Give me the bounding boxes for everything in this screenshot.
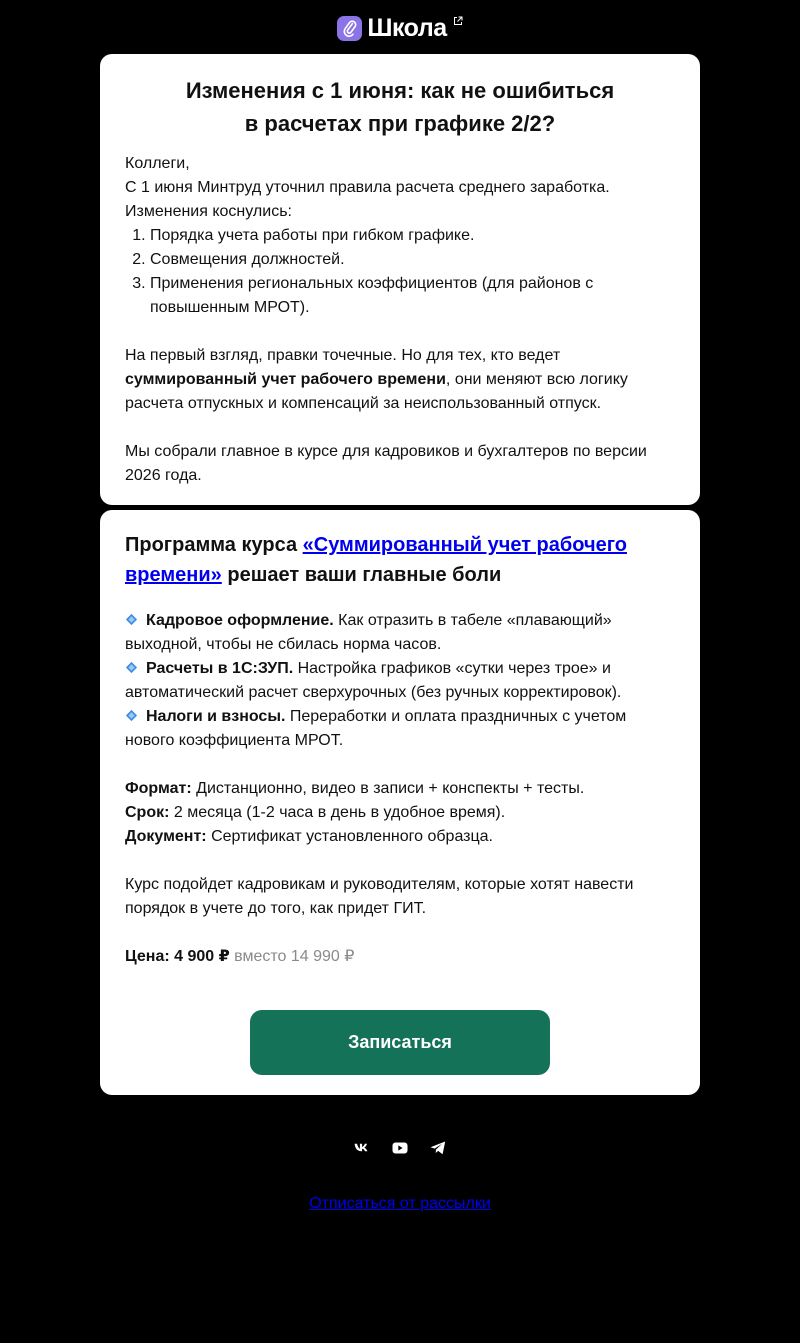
heading-suffix: решает ваши главные боли	[221, 564, 502, 586]
bullet-text: Как отразить в табеле «плавающий» выходной, чтобы не сбилась норма часов.	[125, 612, 612, 653]
external-link-icon	[453, 13, 463, 31]
intro-paragraph-1: С 1 июня Минтруд уточнил правила расчета среднего заработка.	[125, 179, 610, 196]
bullet-title: Расчеты в 1С:ЗУП.	[146, 660, 294, 677]
bullet-text: Настройка графиков «сутки через трое» и автоматический расчет сверхурочных (без ручных корректировок).	[125, 660, 622, 701]
enroll-button[interactable]: Записаться	[250, 1010, 550, 1075]
price-current: Цена: 4 900 ₽	[125, 948, 230, 965]
blue-diamond-icon	[125, 613, 138, 626]
bullet-text: Переработки и оплата праздничных с учетом нового коэффициента МРОТ.	[125, 708, 627, 749]
intro-card	[100, 54, 700, 505]
telegram-icon[interactable]	[428, 1138, 448, 1158]
heading-prefix: Программа курса	[125, 534, 303, 556]
term-value: 2 месяца (1-2 часа в день в удобное время).	[169, 804, 506, 821]
vk-icon[interactable]	[352, 1138, 372, 1158]
bullet-title: Кадровое оформление.	[146, 612, 334, 629]
logo-text: Школа	[367, 14, 447, 42]
title-line-2: в расчетах при графике 2/2?	[244, 111, 556, 136]
email-header	[0, 0, 800, 54]
intro-paragraph-3	[125, 344, 675, 416]
paperclip-logo-icon	[337, 16, 362, 41]
bullet-item	[125, 609, 675, 657]
document-value: Сертификат установленного образца.	[206, 828, 493, 845]
changes-list	[125, 224, 675, 320]
cta-wrapper	[100, 1010, 700, 1075]
blue-diamond-icon	[125, 661, 138, 674]
bullet-title: Налоги и взносы.	[146, 708, 286, 725]
changes-list-item: 2. Совмещения должностей.	[150, 248, 675, 272]
bullet-item	[125, 657, 675, 705]
p3-bold-text: суммированный учет рабочего времени	[125, 371, 446, 388]
format-value: Дистанционно, видео в записи + конспекты + тесты.	[191, 780, 585, 797]
document-label: Документ:	[125, 828, 207, 845]
course-link[interactable]: «Суммированный учет рабочего времени»	[125, 534, 627, 586]
social-links	[0, 1138, 800, 1158]
program-text	[125, 609, 675, 969]
intro-paragraph-4: Мы собрали главное в курсе для кадровиков и бухгалтеров по версии 2026 года.	[125, 443, 647, 484]
program-heading	[125, 530, 675, 590]
bullet-item	[125, 705, 675, 753]
changes-list-item: 3. Применения региональных коэффициентов (для районов с повышенным МРОТ).	[150, 272, 675, 320]
format-line	[125, 777, 675, 801]
document-line	[125, 825, 675, 849]
youtube-icon[interactable]	[390, 1138, 410, 1158]
email-title	[125, 74, 675, 140]
unsubscribe-wrapper	[0, 1194, 800, 1214]
price-old: вместо 14 990 ₽	[229, 948, 355, 965]
term-line	[125, 801, 675, 825]
school-logo[interactable]	[337, 13, 462, 43]
changes-list-item: 1. Порядка учета работы при гибком графике.	[150, 224, 675, 248]
p3-text-after: , они меняют всю логику расчета отпускных и компенсаций за неиспользованный отпуск.	[125, 371, 628, 412]
price-line	[125, 945, 675, 969]
program-card	[100, 510, 700, 1095]
title-line-1: Изменения с 1 июня: как не ошибиться	[185, 78, 615, 103]
unsubscribe-link[interactable]: Отписаться от рассылки	[309, 1195, 491, 1212]
format-label: Формат:	[125, 780, 192, 797]
greeting: Коллеги,	[125, 155, 190, 172]
audience-text: Курс подойдет кадровикам и руководителям, которые хотят навести порядок в учете до того, как придет ГИТ.	[125, 876, 634, 917]
intro-text	[125, 152, 675, 488]
p3-text-before: На первый взгляд, правки точечные. Но для тех, кто ведет	[125, 347, 561, 364]
term-label: Срок:	[125, 804, 170, 821]
intro-paragraph-2: Изменения коснулись:	[125, 203, 292, 220]
blue-diamond-icon	[125, 709, 138, 722]
